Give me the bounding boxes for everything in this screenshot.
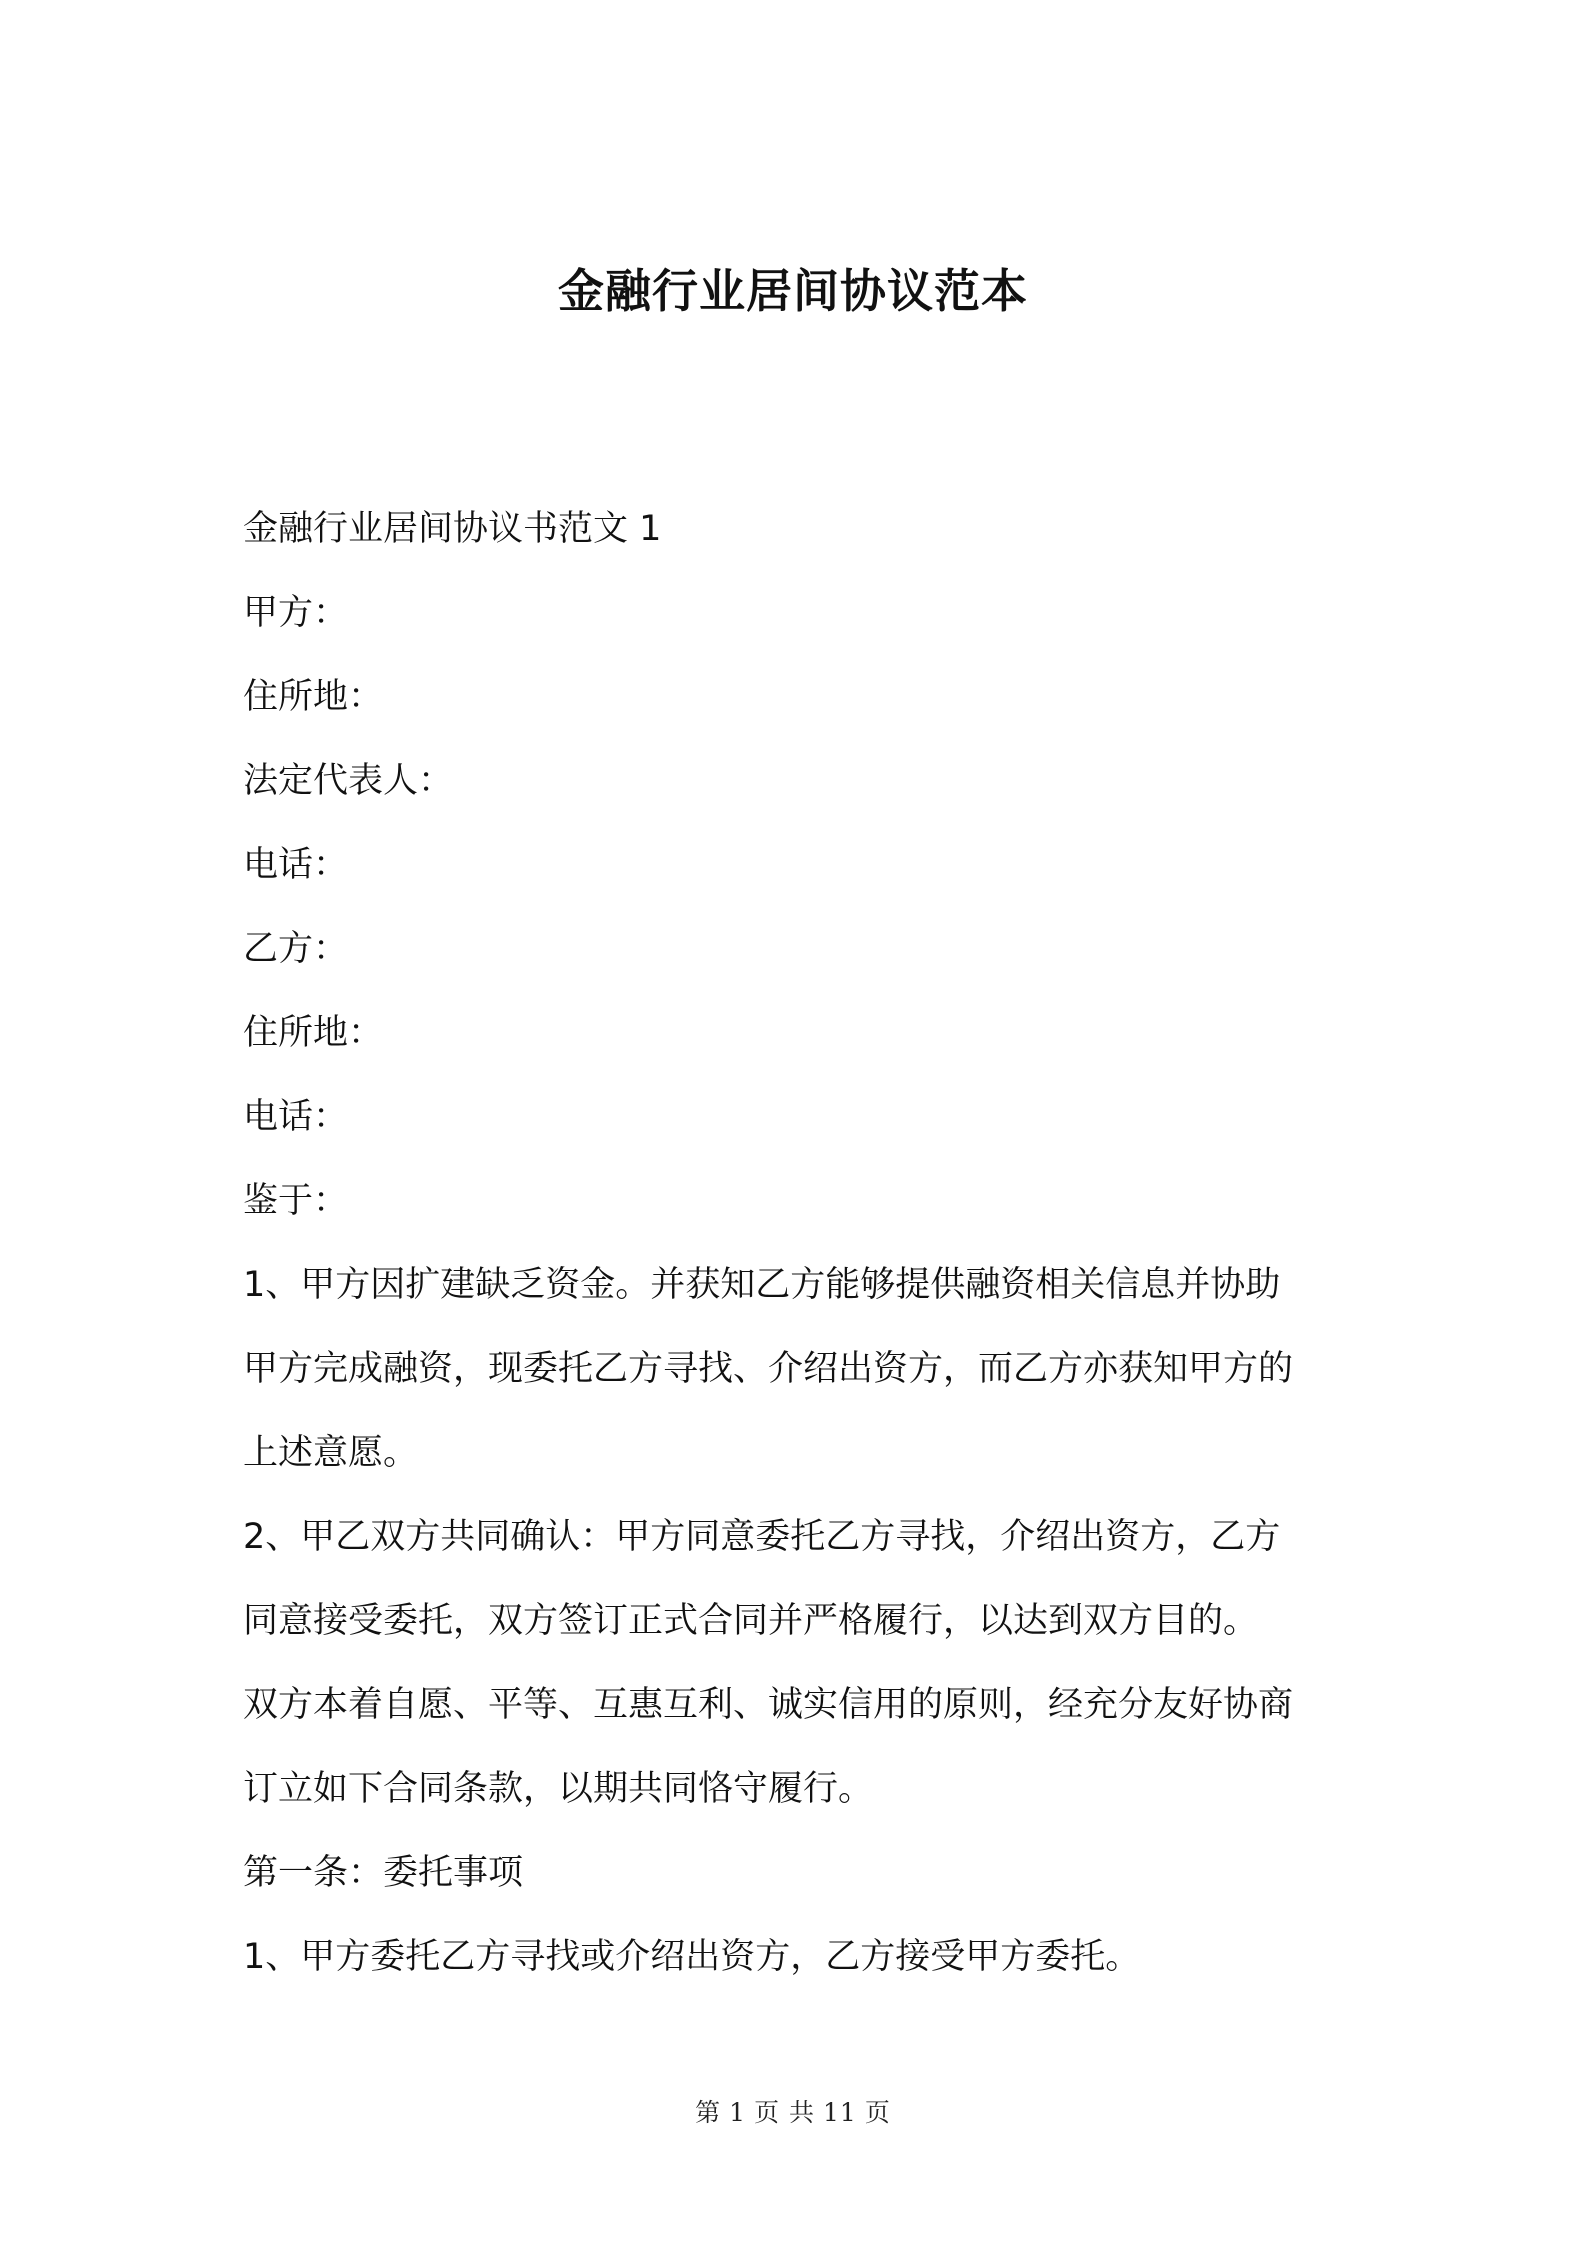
party-a-address-label: 住所地： bbox=[243, 677, 384, 717]
paragraph-line: 1、甲方因扩建缺乏资金。并获知乙方能够提供融资相关信息并协助 bbox=[243, 1265, 1281, 1305]
paragraph-line: 甲方完成融资，现委托乙方寻找、介绍出资方，而乙方亦获知甲方的 bbox=[243, 1349, 1294, 1389]
party-b-label: 乙方： bbox=[243, 929, 349, 969]
paragraph-line: 同意接受委托，双方签订正式合同并严格履行，以达到双方目的。 bbox=[243, 1601, 1259, 1641]
party-a-label: 甲方： bbox=[243, 593, 349, 633]
paragraph-line: 双方本着自愿、平等、互惠互利、诚实信用的原则，经充分友好协商 bbox=[243, 1685, 1294, 1725]
whereas-label: 鉴于： bbox=[243, 1181, 349, 1221]
party-b-address-label: 住所地： bbox=[243, 1013, 384, 1053]
legal-representative-label: 法定代表人： bbox=[243, 761, 454, 801]
total-pages-number: 11 bbox=[823, 2098, 857, 2127]
footer-prefix: 第 bbox=[695, 2098, 722, 2127]
footer-suffix: 页 bbox=[864, 2098, 891, 2127]
party-a-phone-label: 电话： bbox=[243, 845, 349, 885]
paragraph-line: 2、甲乙双方共同确认：甲方同意委托乙方寻找，介绍出资方，乙方 bbox=[243, 1517, 1281, 1557]
footer-mid: 页 共 bbox=[754, 2098, 816, 2127]
paragraph-line: 1、甲方委托乙方寻找或介绍出资方，乙方接受甲方委托。 bbox=[243, 1937, 1141, 1977]
article-heading: 第一条：委托事项 bbox=[243, 1853, 524, 1893]
paragraph-line: 订立如下合同条款，以期共同恪守履行。 bbox=[243, 1769, 874, 1809]
document-title: 金融行业居间协议范本 bbox=[558, 264, 1028, 318]
party-b-phone-label: 电话： bbox=[243, 1097, 349, 1137]
paragraph-line: 上述意愿。 bbox=[243, 1433, 419, 1473]
section-heading: 金融行业居间协议书范文 1 bbox=[243, 509, 662, 549]
document-body bbox=[243, 487, 1363, 1999]
page-footer bbox=[0, 2093, 1586, 2129]
current-page-number: 1 bbox=[729, 2098, 747, 2127]
